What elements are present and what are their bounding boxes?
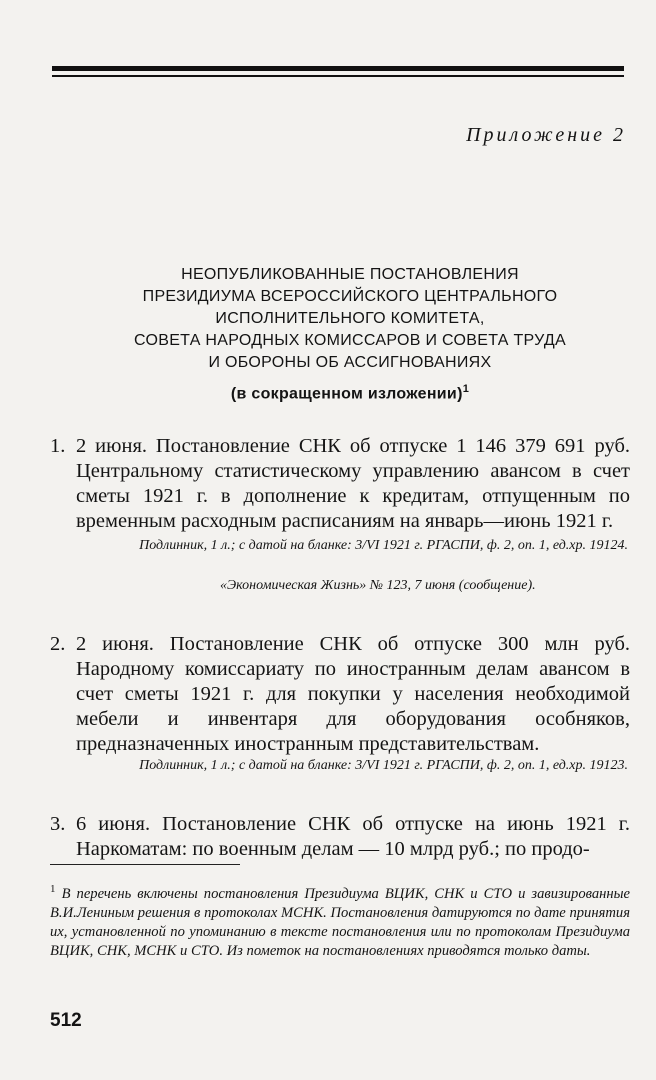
top-rule-thick [52,66,624,71]
title-line: ИСПОЛНИТЕЛЬНОГО КОМИТЕТА, [215,310,485,327]
title-line: И ОБОРОНЫ ОБ АССИГНОВАНИЯХ [208,354,492,371]
footnote [50,880,630,961]
page-number: 512 [50,1010,82,1031]
subtitle-text: (в сокращенном изложении) [230,385,463,403]
title-subtitle [80,378,620,405]
entry-1-source-archive: Подлинник, 1 л.; с датой на бланке: 3/VI 1921 г. РГАСПИ, ф. 2, оп. 1, ед.хр. 19124. [139,538,628,553]
entry-number: 1. [50,435,66,457]
footnote-reference: 1 [462,383,470,395]
entry-number: 3. [50,813,66,835]
entry-text: 6 июня. Постановление СНК об отпуске на июнь 1921 г. Наркоматам: по военным делам — 10 млрд руб.; по продо- [76,813,630,860]
footnote-mark: 1 [50,883,56,895]
entry-text: 2 июня. Постановление СНК об отпуске 1 146 379 691 руб. Центральному статистическому управлению авансом в счет сметы 1921 г. в дополнение к кредитам, отпущенным по временным расходным расписаниям на январь—июнь 1921 г. [76,435,630,532]
title-line: НЕОПУБЛИКОВАННЫЕ ПОСТАНОВЛЕНИЯ [181,266,519,283]
appendix-label: Приложение 2 [466,124,626,146]
entry-number: 2. [50,633,66,655]
entry-2-source-archive: Подлинник, 1 л.; с датой на бланке: 3/VI 1921 г. РГАСПИ, ф. 2, оп. 1, ед.хр. 19123. [139,758,628,773]
title-line: ПРЕЗИДИУМА ВСЕРОССИЙСКОГО ЦЕНТРАЛЬНОГО [142,288,558,305]
entry-1 [50,434,630,534]
entry-1-source-press: «Экономическая Жизнь» № 123, 7 июня (сообщение). [220,578,536,593]
document-title [80,264,620,405]
entry-3 [50,812,630,862]
entry-2 [50,632,630,757]
title-line: СОВЕТА НАРОДНЫХ КОМИССАРОВ И СОВЕТА ТРУДА [133,332,567,349]
top-rule-thin [52,75,624,77]
footnote-rule [50,864,240,865]
footnote-text: В перечень включены постановления Президиума ВЦИК, СНК и СТО и завизированные В.И.Лениным решения в протоколах МСНК. Постановления датируются по дате принятия их, установленной по упоминанию в тексте постановления или по протоколам Президиума ВЦИК, СНК, МСНК и СТО. Из пометок на постановлениях приводятся только даты. [50,885,630,959]
entry-text: 2 июня. Постановление СНК об отпуске 300 млн руб. Народному комиссариату по иностранным делам авансом в счет сметы 1921 г. для покупки у населения необходимой мебели и инвентаря для оборудования особняков, предназначенных иностранным представительствам. [76,633,630,755]
